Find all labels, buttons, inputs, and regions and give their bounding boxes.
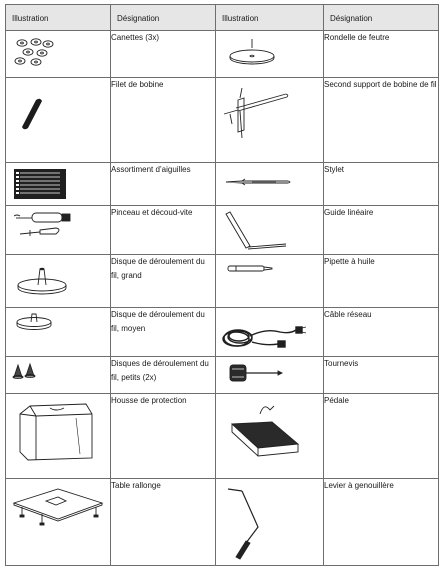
item-label: Pinceau et découd-vite xyxy=(111,206,216,255)
item-label: Câble réseau xyxy=(324,308,439,357)
second-spool-holder-icon xyxy=(216,78,324,163)
item-label: Pédale xyxy=(324,394,439,479)
item-label: Stylet xyxy=(324,163,439,206)
item-label: Table rallonge xyxy=(111,479,216,566)
item-label: Canettes (3x) xyxy=(111,31,216,78)
table-row xyxy=(6,206,439,255)
item-label: Filet de bobine xyxy=(111,78,216,163)
stylus-icon xyxy=(216,163,324,206)
table-header-row xyxy=(6,5,439,31)
screwdriver-icon xyxy=(216,357,324,394)
table-row xyxy=(6,308,439,357)
table-row xyxy=(6,78,439,163)
foot-pedal-icon xyxy=(216,394,324,479)
table-row xyxy=(6,163,439,206)
brush-seam-ripper-icon xyxy=(6,206,111,255)
item-label: Pipette à huile xyxy=(324,255,439,308)
item-label: Levier à genouillère xyxy=(324,479,439,566)
accessories-table xyxy=(5,4,439,566)
item-label: Guide linéaire xyxy=(324,206,439,255)
item-label: Assortiment d’aiguilles xyxy=(111,163,216,206)
spool-disc-large-icon xyxy=(6,255,111,308)
table-row xyxy=(6,357,439,394)
header-designation-left: Désignation xyxy=(111,5,216,31)
spool-net-icon xyxy=(6,78,111,163)
table-row xyxy=(6,31,439,78)
item-label: Disques de déroulement du fil, petits (2x) xyxy=(111,357,216,394)
dust-cover-icon xyxy=(6,394,111,479)
edge-guide-icon xyxy=(216,206,324,255)
item-label: Tournevis xyxy=(324,357,439,394)
table-row xyxy=(6,255,439,308)
item-label: Rondelle de feutre xyxy=(324,31,439,78)
header-illustration-right: Illustration xyxy=(216,5,324,31)
power-cable-icon xyxy=(216,308,324,357)
header-illustration-left: Illustration xyxy=(6,5,111,31)
item-label: Housse de protection xyxy=(111,394,216,479)
item-label: Disque de déroulement du fil, grand xyxy=(111,255,216,308)
item-label: Disque de déroulement du fil, moyen xyxy=(111,308,216,357)
header-designation-right: Désignation xyxy=(324,5,439,31)
needle-assortment-icon xyxy=(6,163,111,206)
extension-table-icon xyxy=(6,479,111,566)
table-row xyxy=(6,479,439,566)
table-row xyxy=(6,394,439,479)
knee-lifter-icon xyxy=(216,479,324,566)
bobbins-icon xyxy=(6,31,111,78)
spool-disc-medium-icon xyxy=(6,308,111,357)
item-label: Second support de bobine de fil xyxy=(324,78,439,163)
felt-pad-icon xyxy=(216,31,324,78)
spool-disc-small-icon xyxy=(6,357,111,394)
oiler-icon xyxy=(216,255,324,308)
